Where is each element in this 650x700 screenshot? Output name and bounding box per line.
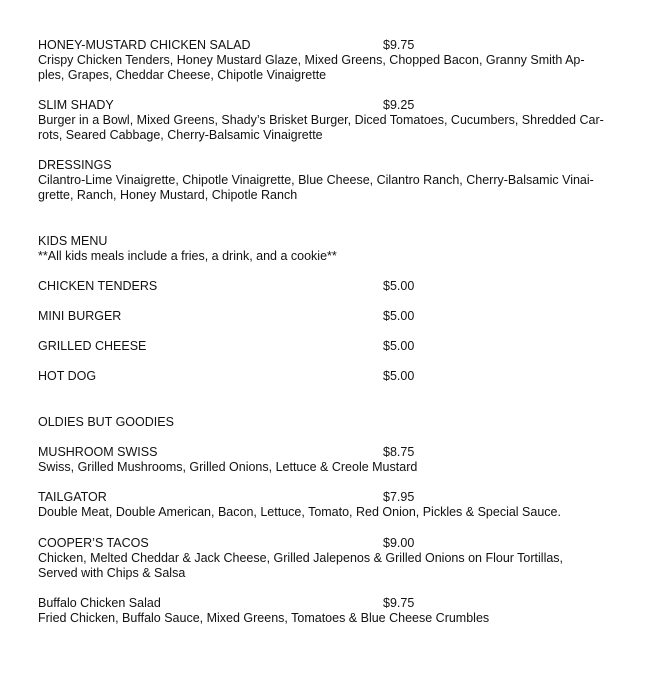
menu-item-mushroom-swiss	[38, 445, 613, 475]
item-name: Buffalo Chicken Salad	[38, 596, 161, 610]
kids-menu-note: **All kids meals include a fries, a drink, and a cookie**	[38, 249, 337, 263]
section-title-oldies: OLDIES BUT GOODIES	[38, 415, 174, 429]
dressings-list-line: Cilantro-Lime Vinaigrette, Chipotle Vinaigrette, Blue Cheese, Cilantro Ranch, Cherry-Balsamic Vinai-	[38, 173, 594, 187]
item-description-line: ples, Grapes, Cheddar Cheese, Chipotle Vinaigrette	[38, 68, 327, 82]
section-title: KIDS MENU	[38, 234, 108, 248]
item-description-line: Chicken, Melted Cheddar & Jack Cheese, Grilled Jalepenos & Grilled Onions on Flour Tortillas,	[38, 551, 564, 565]
kids-item-grilled-cheese	[38, 339, 613, 354]
item-price: $5.00	[383, 279, 415, 293]
item-name: COOPER’S TACOS	[38, 536, 149, 550]
item-name: MINI BURGER	[38, 309, 122, 323]
menu-item-coopers-tacos	[38, 536, 613, 581]
item-description-line: Burger in a Bowl, Mixed Greens, Shady’s Brisket Burger, Diced Tomatoes, Cucumbers, Shredded Car-	[38, 113, 604, 127]
dressings-section	[38, 158, 610, 203]
item-name: HONEY-MUSTARD CHICKEN SALAD	[38, 38, 251, 52]
menu-item-buffalo-chicken-salad	[38, 596, 613, 626]
item-name: TAILGATOR	[38, 490, 107, 504]
menu-item-tailgator	[38, 490, 613, 520]
item-price: $5.00	[383, 339, 415, 353]
kids-item-hot-dog	[38, 369, 613, 384]
menu-item-slim-shady	[38, 98, 610, 143]
item-price: $9.75	[383, 38, 415, 52]
item-name: GRILLED CHEESE	[38, 339, 147, 353]
item-price: $7.95	[383, 490, 415, 504]
kids-item-chicken-tenders	[38, 279, 613, 294]
item-name: HOT DOG	[38, 369, 97, 383]
item-name: CHICKEN TENDERS	[38, 279, 158, 293]
item-price: $9.75	[383, 596, 415, 610]
item-description-line: Swiss, Grilled Mushrooms, Grilled Onions, Lettuce & Creole Mustard	[38, 460, 418, 474]
dressings-list-line: grette, Ranch, Honey Mustard, Chipotle Ranch	[38, 188, 298, 202]
item-description-line: Crispy Chicken Tenders, Honey Mustard Glaze, Mixed Greens, Chopped Bacon, Granny Smith Ap-	[38, 53, 585, 67]
item-price: $8.75	[383, 445, 415, 459]
item-price: $9.25	[383, 98, 415, 112]
item-price: $9.00	[383, 536, 415, 550]
section-title: DRESSINGS	[38, 158, 112, 172]
item-price: $5.00	[383, 369, 415, 383]
kids-item-mini-burger	[38, 309, 613, 324]
item-description-line: rots, Seared Cabbage, Cherry-Balsamic Vinaigrette	[38, 128, 323, 142]
menu-item-honey-mustard-chicken-salad	[38, 38, 610, 83]
item-description-line: Fried Chicken, Buffalo Sauce, Mixed Greens, Tomatoes & Blue Cheese Crumbles	[38, 611, 490, 625]
item-price: $5.00	[383, 309, 415, 323]
item-name: MUSHROOM SWISS	[38, 445, 158, 459]
item-name: SLIM SHADY	[38, 98, 114, 112]
kids-menu-header	[38, 234, 337, 264]
item-description-line: Served with Chips & Salsa	[38, 566, 186, 580]
item-description-line: Double Meat, Double American, Bacon, Lettuce, Tomato, Red Onion, Pickles & Special Sauce.	[38, 505, 561, 519]
